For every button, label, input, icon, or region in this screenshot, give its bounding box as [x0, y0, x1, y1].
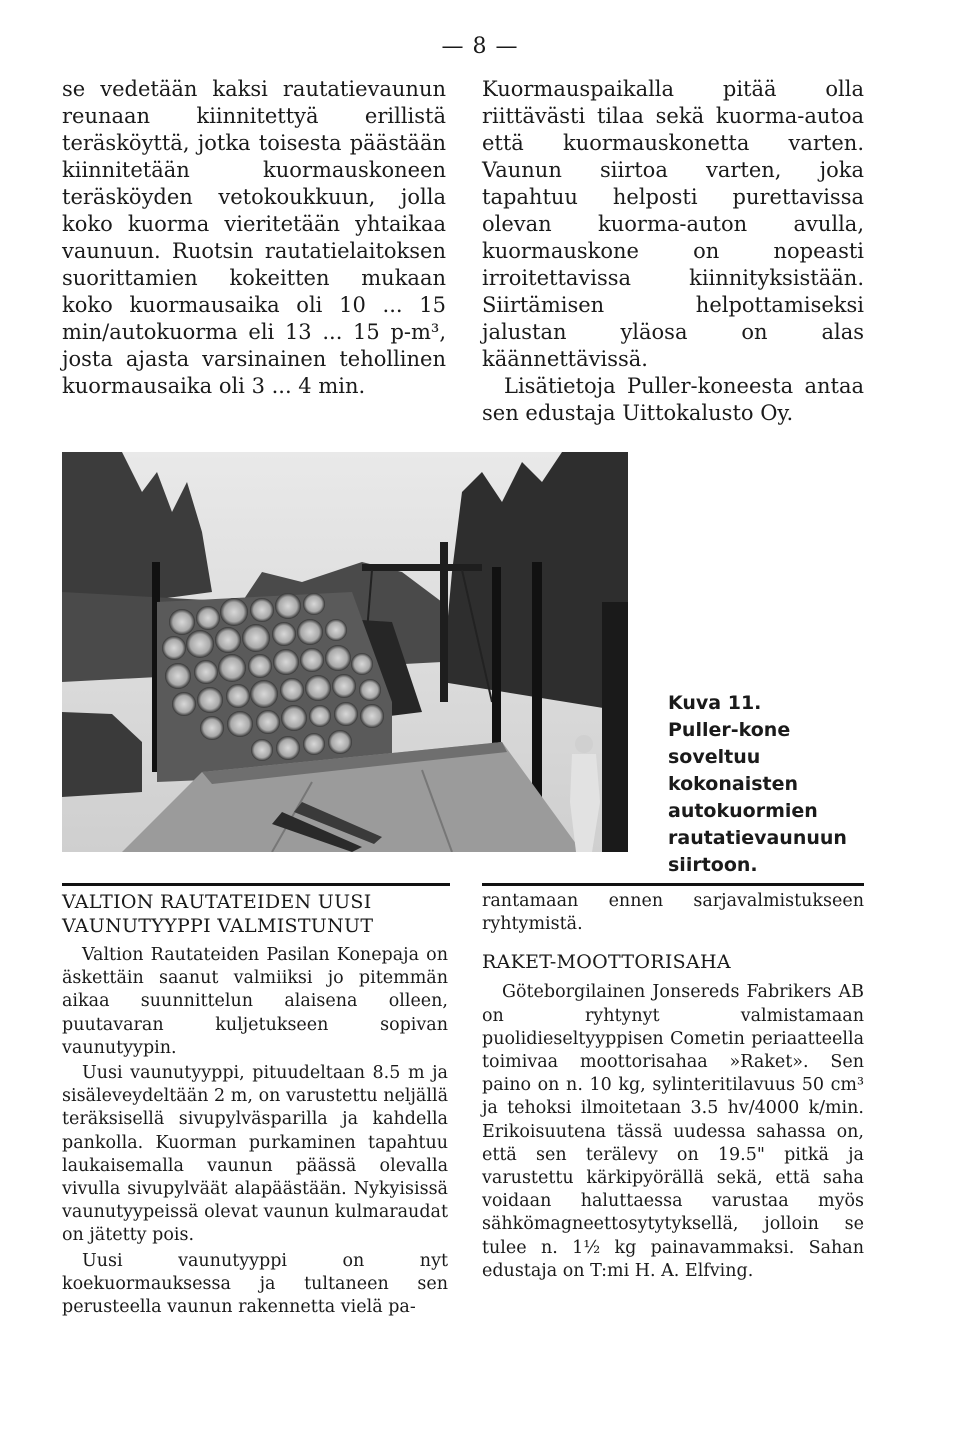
- article-raket: [482, 890, 864, 1283]
- article-rautateiden-continuation: rantamaan ennen sarjavalmistukseen ryhtymistä.: [482, 891, 864, 935]
- section-rule-left: [62, 883, 450, 886]
- right-edge-post: [602, 602, 628, 852]
- top-right-column: [482, 76, 864, 427]
- article-raket-heading: RAKET-MOOTTORISAHA: [482, 951, 731, 974]
- top-left-column: [62, 76, 446, 400]
- figure-label: Kuva 11.: [668, 692, 762, 714]
- wagon-post-3: [532, 562, 542, 822]
- top-right-paragraph-2: Lisätietoja Puller-koneesta antaa sen edustaja Uittokalusto Oy.: [482, 374, 864, 425]
- article-rautateiden-paragraph-2: Uusi vaunutyyppi, pituudeltaan 8.5 m ja sisäleveydeltään 2 m, on varustettu neljällä teräksisellä sivupylväsparilla ja kahdella pankolla. Kuorman purkaminen tapahtuu laukaisemalla vaunun päässä olevalla vivulla sivupylväät alapäästään. Nykyisissä vaunutyypeissä olevat vaunun kulmaraudat on jätetty pois.: [62, 1063, 448, 1246]
- figure-caption-text: Puller-kone soveltuu kokonaisten autokuormien rautatievaunuun siirtoon.: [668, 719, 847, 876]
- page-number: — 8 —: [441, 34, 519, 59]
- article-rautateiden: [62, 890, 448, 1319]
- section-rule-right: [482, 883, 864, 886]
- top-left-paragraph: se vedetään kaksi rautatievaunun reunaan kiinnitettyä erillistä teräsköyttä, jotka toisesta päästään kiinnitetään kuormauskoneen teräsköyden vetokoukkuun, jolla koko kuorma vieritetään yhtaikaa vaunuun. Ruotsin rautatielaitoksen suorittamien kokeitten mukaan koko kuormausaika oli 10 ... 15 min/autokuorma eli 13 ... 15 p-m³, josta ajasta varsinainen tehollinen kuormausaika oli 3 ... 4 min.: [62, 77, 446, 398]
- article-rautateiden-paragraph-1: Valtion Rautateiden Pasilan Konepaja on äskettäin saanut valmiiksi jo pitemmän aikaa suunnittelun alaisena olleen, puutavaran kuljetukseen sopivan vaunutyypin.: [62, 945, 448, 1058]
- loader-beam: [362, 564, 482, 571]
- person-head: [575, 735, 593, 753]
- article-raket-paragraph: Göteborgilainen Jonsereds Fabrikers AB on ryhtynyt valmistamaan puolidieseltyyppisen Cometin periaatteella toimivaa moottorisahaa »Raket». Sen paino on n. 10 kg, sylinteritilavuus 50 cm³ ja tehoksi ilmoitetaan 3.5 hv/4000 k/min. Erikoisuutena tässä uudessa sahassa on, että sen terälevy on 19.5" pitkä ja varustettu kärkipyörällä sekä, että saha voidaan haluttaessa varustaa myös sähkömagneettosytytyksellä, jolloin se tulee n. 1½ kg painavammaksi. Sahan edustaja on T:mi H. A. Elfving.: [482, 982, 864, 1281]
- figure-caption: [668, 690, 864, 879]
- log-loading-photo: [62, 452, 628, 852]
- article-rautateiden-heading: VALTION RAUTATEIDEN UUSI VAUNUTYYPPI VALMISTUNUT: [62, 891, 374, 937]
- figure-photo: [62, 452, 628, 852]
- article-rautateiden-paragraph-3: Uusi vaunutyyppi on nyt koekuormauksessa ja tultaneen sen perusteella vaunun rakennetta vielä pa-: [62, 1250, 448, 1318]
- top-right-paragraph-1: Kuormauspaikalla pitää olla riittävästi tilaa sekä kuorma-autoa että kuormauskonetta varten. Vaunun siirtoa varten, joka tapahtuu helposti purettavissa olevan kuorma-auton avulla, kuormauskone on nopeasti irroitettavissa kiinnityksistään. Siirtämisen helpottamiseksi jalustan yläosa on alas käännettävissä.: [482, 77, 864, 371]
